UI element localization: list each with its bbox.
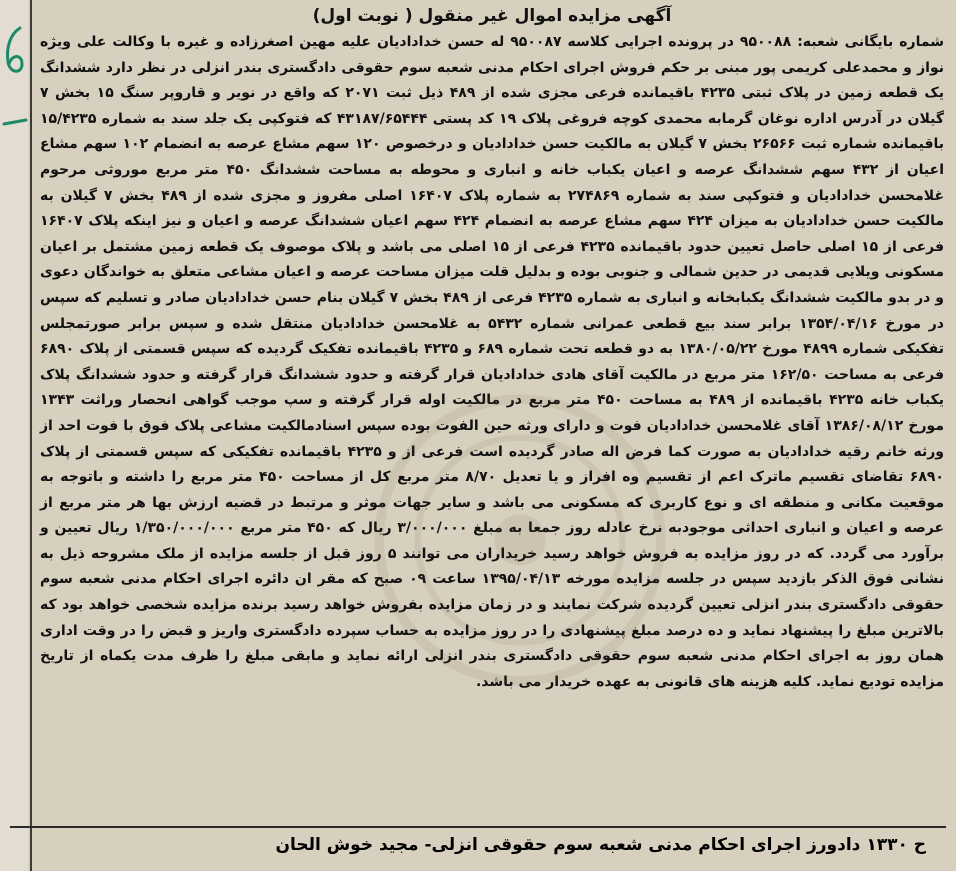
footer-divider [10, 826, 946, 828]
auction-notice [30, 0, 954, 871]
notice-title: آگهی مزایده اموال غیر منقول ( نوبت اول) [312, 6, 672, 26]
notice-body: شماره بایگانی شعبه: ۹۵۰۰۸۸ در پرونده اجرایی کلاسه ۹۵۰۰۸۷ له حسن خدادادیان علیه مهین اصغرزاده و غیره با وکالت علی ویژه نواز و محمدعلی کریمی پور مبنی بر حکم فروش اجرای احکام مدنی شعبه سوم حقوقی دادگستری بندر انزلی در نظر دارد ششدانگ یک قطعه زمین در پلاک ثبتی ۴۲۳۵ باقیمانده فرعی مجزی شده از ۴۸۹ ذیل ثبت ۲۰۷۱ که واقع در نویر و قاروپر سنگ ۱۵ بخش ۷ گیلان در آدرس اداره نوغان گرمابه محمدی کوچه فروغی پلاک ۱۹ کد پستی ۴۳۱۸۷/۶۵۴۴۴ که فتوکپی یک جلد سند به شماره ۱۵/۴۲۳۵ باقیمانده شماره ثبت ۲۶۵۶۶ بخش ۷ گیلان به مالکیت حسن خدادادیان و درخصوص ۱۲۰ سهم مشاع عرصه به انضمام ۱۰۲ سهم مشاع اعیان از ۴۳۲ سهم ششدانگ عرصه و اعیان یکباب خانه و انباری و محوطه به مساحت ششدانگ ۴۵۰ متر مربع موروثی مرحوم غلامحسن خدادادیان و فتوکپی سند به شماره ۲۷۴۸۶۹ به شماره پلاک ۱۶۴۰۷ اصلی مفروز و مجزی شده از ۴۸۹ بخش ۷ گیلان به مالکیت حسن خدادادیان به میزان ۴۲۴ سهم مشاع عرصه به انضمام ۴۲۴ سهم اعیان ششدانگ عرصه و اعیان و نیز اینکه پلاک ۱۶۴۰۷ فرعی از ۱۵ اصلی حاصل تعیین حدود باقیمانده ۴۲۳۵ فرعی از ۱۵ اصلی می باشد و پلاک موصوف یک قطعه زمین مشتمل بر اعیان مسکونی ویلایی قدیمی در حدین شمالی و جنوبی بوده و بدلیل قلت میزان مساحت عرصه و اعیان مشاعی متعلق به خواندگان دعوی و در بدو مالکیت ششدانگ یکبابخانه و انباری به شماره ۴۲۳۵ فرعی از ۴۸۹ بخش ۷ گیلان بنام حسن خدادادیان صادر و تسلیم که سپس در مورخ ۱۳۵۴/۰۴/۱۶ برابر سند بیع قطعی عمرانی شماره ۵۴۳۲ به غلامحسن خدادادیان منتقل شده و سپس برابر صورتمجلس تفکیکی شماره ۴۸۹۹ مورخ ۱۳۸۰/۰۵/۲۲ به دو قطعه تحت شماره ۶۸۹ و ۴۲۳۵ باقیمانده تفکیک گردیده که سپس قسمتی از پلاک ۶۸۹۰ فرعی به مساحت ۱۶۲/۵۰ متر مربع در مالکیت آقای هادی خدادادیان قرار گرفته و حدود ششدانگ قرار گرفته و حدود ششدانگ پلاک یکباب خانه ۴۲۳۵ باقیمانده از ۴۸۹ به مساحت ۴۵۰ متر مربع در مالکیت اوله قرار گرفته و سپ موجب گواهی انحصار وراثت ۱۳۴۳ مورخ ۱۳۸۶/۰۸/۱۲ آقای غلامحسن خدادادیان فوت و دارای ورثه حین الفوت بوده سپس اسنادمالکیت مشاعی پلاک فوق با فوت احد از ورثه خانم رقیه خدادادیان به صورت کما فرض اله صادر گردیده است فرعی از و ۴۲۳۵ باقیمانده تفکیکی که سپس قسمتی از پلاک ۶۸۹۰ تقاضای تقسیم ماترک اعم از تقسیم وه افراز و یا تعدیل ۸/۷۰ متر مربع کل از مساحت ۴۵۰ متر مربع را داشته و باتوجه به موقعیت مکانی و منطقه ای و نوع کاربری که مسکونی می باشد و سایر جهات موثر و مرتبط در قضیه ارزش بها هر متر مربع از عرصه و اعیان و انباری احداثی موجودبه نرخ عادله روز جمعا به مبلغ ۳/۰۰۰/۰۰۰ ریال که ۴۵۰ متر مربع ۱/۳۵۰/۰۰۰/۰۰۰ ریال تعیین و برآورد می گردد. که در روز مزایده به فروش خواهد رسید خریداران می توانند ۵ روز قبل از جلسه مزایده از ملک مشروحه ذیل به نشانی فوق الذکر بازدید سپس در جلسه مزایده مورخه ۱۳۹۵/۰۴/۱۳ ساعت ۰۹ صبح که مقر ان دائره اجرای احکام مدنی شعبه سوم حقوقی دادگستری بندر انزلی تعیین گردیده شرکت نمایند و در زمان مزایده بفروش خواهد رسید برنده مزایده شخصی خواهد بود که بالاترین مبلغ را پیشنهاد نماید و ده درصد مبلغ پیشنهادی را در روز مزایده به حساب سپرده دادگستری واریز و قبض را در وقت اداری همان روز به اجرای احکام مدنی شعبه سوم حقوقی دادگستری بندر انزلی ارائه نماید و مابقی مبلغ را ظرف مدت یکماه از تاریخ مزایده تودیع نماید. کلیه هزینه های قانونی به عهده خریدار می باشد. [40, 34, 945, 690]
handwritten-margin-mark [0, 22, 28, 142]
notice-signature: ح ۱۳۳۰ دادورز اجرای احکام مدنی شعبه سوم حقوقی انزلی- مجید خوش الحان [275, 835, 926, 855]
left-margin-strip [0, 0, 28, 871]
